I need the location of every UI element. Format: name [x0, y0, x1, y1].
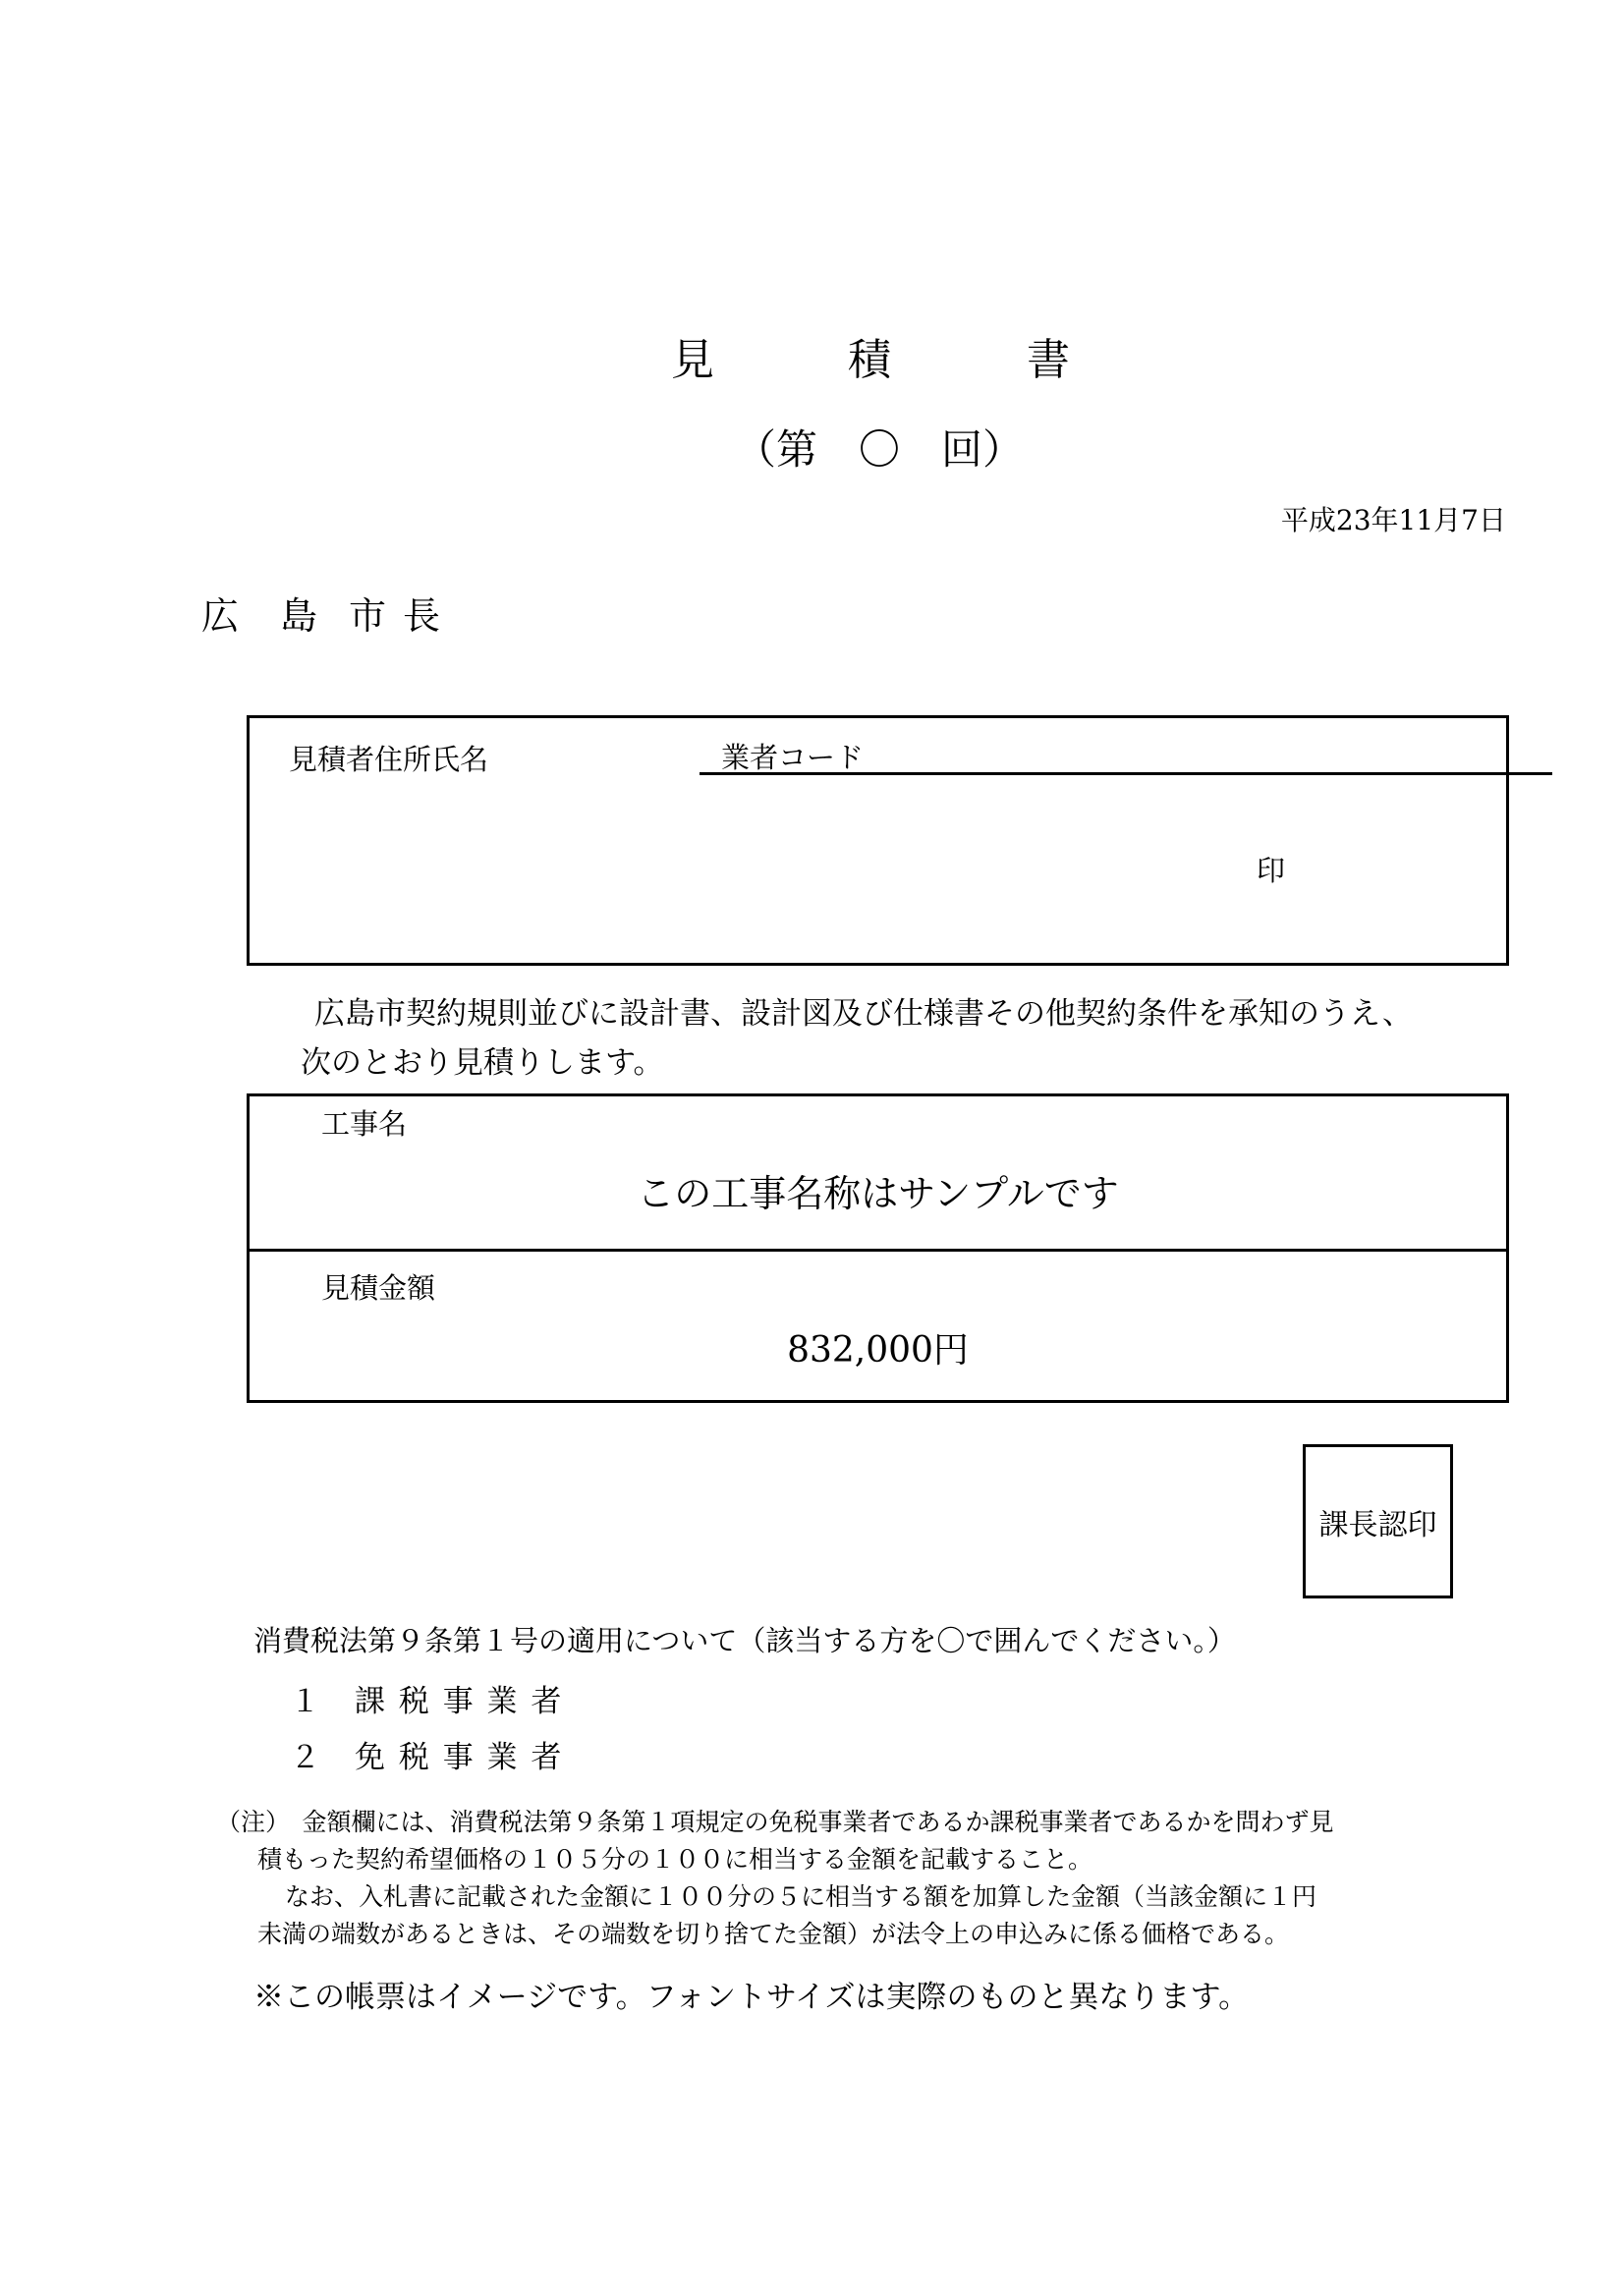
estimator-label: 見積者住所氏名 [289, 743, 489, 776]
chief-seal-label: 課長認印 [1318, 1507, 1437, 1542]
project-name-value: この工事名称はサンプルです [637, 1172, 1119, 1215]
footer-disclaimer: ※この帳票はイメージです。フォントサイズは実際のものと異なります。 [253, 1980, 1250, 2015]
estimator-box [247, 715, 1509, 966]
addressee-char-4: 長 [403, 594, 441, 638]
tax-heading: 消費税法第９条第１号の適用について（該当する方を〇で囲んでください。） [253, 1624, 1236, 1657]
addressee-char-1: 広 [201, 594, 240, 638]
note-line-3: なお、入札書に記載された金額に１００分の５に相当する額を加算した金額（当該金額に１円 [285, 1882, 1317, 1911]
round-subtitle: （第 〇 回） [735, 425, 1025, 474]
addressee-char-2: 島 [280, 594, 318, 638]
amount-value: 832,000円 [787, 1330, 969, 1371]
title-char-3: 書 [1027, 335, 1070, 385]
tax-option-exempt: ２ 免 税 事 業 者 [290, 1740, 564, 1775]
amount-label: 見積金額 [321, 1271, 436, 1305]
vendor-code-label: 業者コード [721, 741, 865, 774]
agreement-line-1: 広島市契約規則並びに設計書、設計図及び仕様書その他契約条件を承知のうえ、 [314, 996, 1413, 1032]
note-line-4: 未満の端数があるときは、その端数を切り捨てた金額）が法令上の申込みに係る価格である。 [257, 1920, 1290, 1948]
note-line-2: 積もった契約希望価格の１０５分の１００に相当する金額を記載すること。 [257, 1845, 1093, 1874]
project-name-label: 工事名 [321, 1107, 408, 1141]
vendor-code-underline [700, 772, 1552, 775]
addressee-char-3: 市 [349, 594, 387, 638]
seal-mark: 印 [1257, 854, 1286, 887]
document-date: 平成23年11月7日 [1280, 504, 1506, 536]
title-char-1: 見 [671, 335, 714, 385]
chief-seal-box [1303, 1444, 1453, 1598]
project-box-divider [250, 1249, 1506, 1252]
agreement-line-2: 次のとおり見積りします。 [301, 1045, 664, 1081]
note-line-1: （注） 金額欄には、消費税法第９条第１項規定の免税事業者であるか課税事業者であるかを問わず見 [216, 1808, 1334, 1836]
tax-option-taxable: １ 課 税 事 業 者 [290, 1684, 564, 1719]
project-box [247, 1093, 1509, 1403]
title-char-2: 積 [848, 335, 891, 385]
